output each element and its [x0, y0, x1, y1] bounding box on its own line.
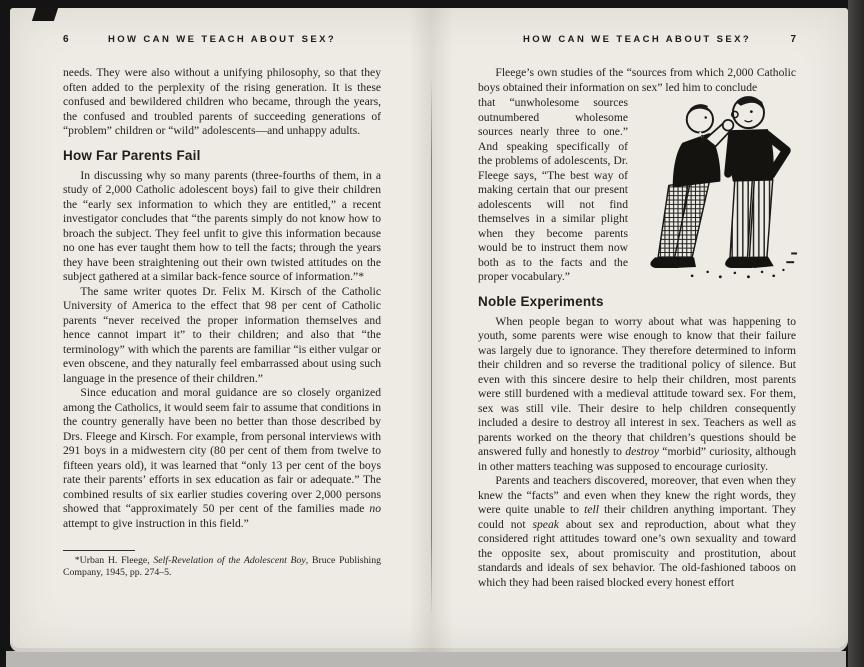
left-page-number: 6 — [63, 34, 69, 45]
book-right-edge — [848, 0, 864, 667]
footnote-block — [63, 550, 381, 579]
right-page-number: 7 — [790, 34, 796, 45]
paragraph-since-education: Since education and moral guidance are so closely organized among the Catholics, it would seem fair to assume that conditions in the country generally have been no better than those described by Drs. Fleege and Kirsch. For example, from personal interviews with 291 boys in a midwestern city (80 per cent of them from twelve to fifteen years old), it was learned that “only 13 per cent of the boys rate their parents’ efforts in sex education as fair or adequate.” The combined results of six earlier studies covering over 2,000 persons showed that “approximately 50 per cent of the families made no attempt to give instruction in this field.” — [63, 386, 381, 530]
page-corner-shadow — [32, 8, 58, 21]
paragraph-fleege-lead: Fleege’s own studies of the “sources from which 2,000 Catholic boys obtained their information on sex” led him to conclude — [478, 66, 796, 94]
left-running-header — [63, 34, 381, 50]
footnote-text: *Urban H. Fleege, Self-Revelation of the Adolescent Boy, Bruce Publishing Company, 1945, pp. 274–5. — [63, 555, 381, 579]
paragraph-kirsch: The same writer quotes Dr. Felix M. Kirsch of the Catholic University of America to the effect that 98 per cent of Catholic parents “never received the proper information themselves and hence cannot impart it” to their children; and also that “the terminology” with which the parents are familiar “is either vulgar or even obscene, and they naturally feel embarrassed about using such language in the presence of their children.” — [63, 284, 381, 385]
footnote-rule — [63, 550, 135, 551]
paragraph-parents-teachers: Parents and teachers discovered, moreover, that even when they knew the “facts” and even when they knew the right words, they were quite unable to tell their children anything important. They could not speak about sex and reproduction, about what they considered right attitudes toward one’s own sexuality and toward the opposite sex, about promiscuity and prostitution, about standards and ideals of sex behavior. The old-fashioned taboos on which they had been raised blocked every honest effort — [478, 474, 796, 589]
paragraph-when-people: When people began to worry about what was happening to youth, some parents were wise enough to know that their failure was largely due to ignorance. They therefore determined to inform their children and so reverse the traditional policy of silence. But even with this sincere desire to help their children, most parents were still burdened with a medieval attitude toward sex. For them, sex was still vile. Their desire to help children consequently included a desire to destroy all interest in sex. Teachers as well as parents worked on the theory that children’s questions should be answered fully and honestly to destroy “morbid” curiosity, although in other matters teaching was supposed to encourage curiosity. — [478, 314, 796, 473]
text-illustration-row — [478, 96, 796, 285]
section-heading-how-far-parents-fail: How Far Parents Fail — [63, 147, 201, 163]
right-running-header — [478, 34, 796, 50]
whisperer-boy — [650, 105, 733, 268]
paragraph-needs: needs. They were also without a unifying philosophy, so that they often added to the perplexity of the rising generation. It is these confused and bewildered children who became, through the years, the confused and troubled parents of succeeding generations of “problem” children or “wild” adolescents—and unhappy adults. — [63, 66, 381, 137]
gutter-line — [431, 78, 432, 618]
paragraph-discussing: In discussing why so many parents (three-fourths of them, in a study of 2,000 Catholic adolescent boys) fail to give their children the “early sex information to which they are entitled,” a recent investigator concludes that “the parents simply do not know how to broach the subject. They feel unfit to give this information because no one has ever taught them how to tell the facts; through the years they have been straightening out their own twisted attitudes on the subject gathered at a similar back-fence source of information.”* — [63, 168, 381, 283]
left-running-title: HOW CAN WE TEACH ABOUT SEX? — [107, 34, 337, 45]
whispering-boys-drawing — [628, 84, 798, 284]
listener-boy — [725, 97, 786, 268]
right-page — [478, 34, 796, 634]
paragraph-fleege-rest: that “unwholesome sources outnumbered wholesome sources nearly three to one.” And speaking specifically of the problems of adolescents, Dr. Fleege says, “The best way of making certain that our present adolescents will not find themselves in a similar plight when they become parents would be to instruct them now both as to the facts and the proper vocabulary.” — [478, 96, 628, 283]
section-heading-noble-experiments: Noble Experiments — [478, 293, 604, 309]
whispering-boys-illustration — [628, 84, 798, 284]
left-page — [63, 34, 381, 634]
book-spread — [10, 8, 848, 652]
right-running-title: HOW CAN WE TEACH ABOUT SEX? — [522, 34, 752, 45]
scanner-bed-edge — [6, 651, 846, 667]
